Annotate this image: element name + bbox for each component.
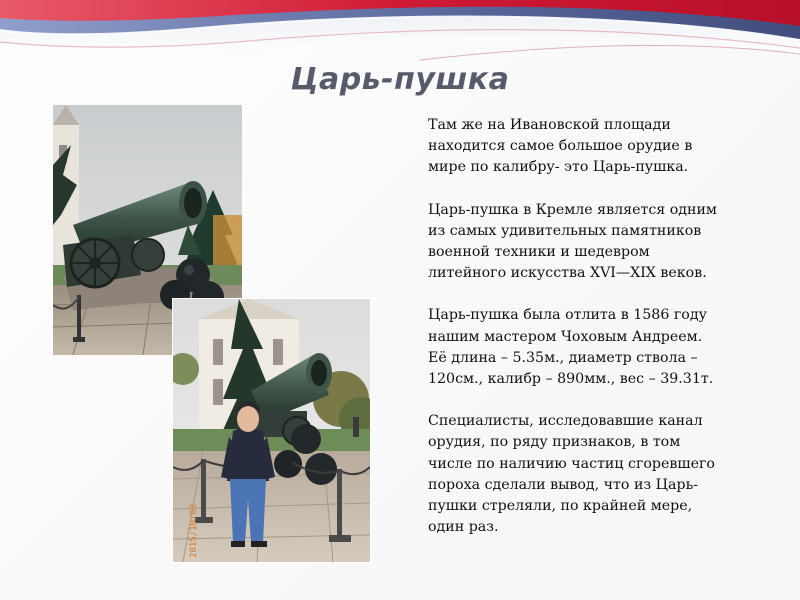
paragraph-significance: Царь-пушка в Кремле является одним из самых удивительных памятников военной техники и шедевром литейного искусства XVI—XIX веков. [428,201,717,282]
paragraph-history-specs: Царь-пушка была отлита в 1586 году нашим мастером Чоховым Андреем. Её длина – 5.35м., диаметр ствола – 120см., калибр – 890мм., вес – 39.31т. [428,307,714,388]
paragraph-location: Там же на Ивановской площади находится самое большое орудие в мире по калибру- это Царь-пушка. [428,117,693,176]
body-text [428,115,748,559]
photo-timestamp-text: 2015/10/02 [189,503,199,558]
paragraph-research: Специалисты, исследовавшие канал орудия, по ряду признаков, в том числе по наличию частиц сгоревшего пороха сделали вывод, что из Царь- пушки стреляли, по крайней мере, один раз. [428,413,715,536]
slide-title: Царь-пушка [290,62,510,97]
photo-timestamp [186,490,200,560]
person-with-cannon-photo [173,299,370,562]
